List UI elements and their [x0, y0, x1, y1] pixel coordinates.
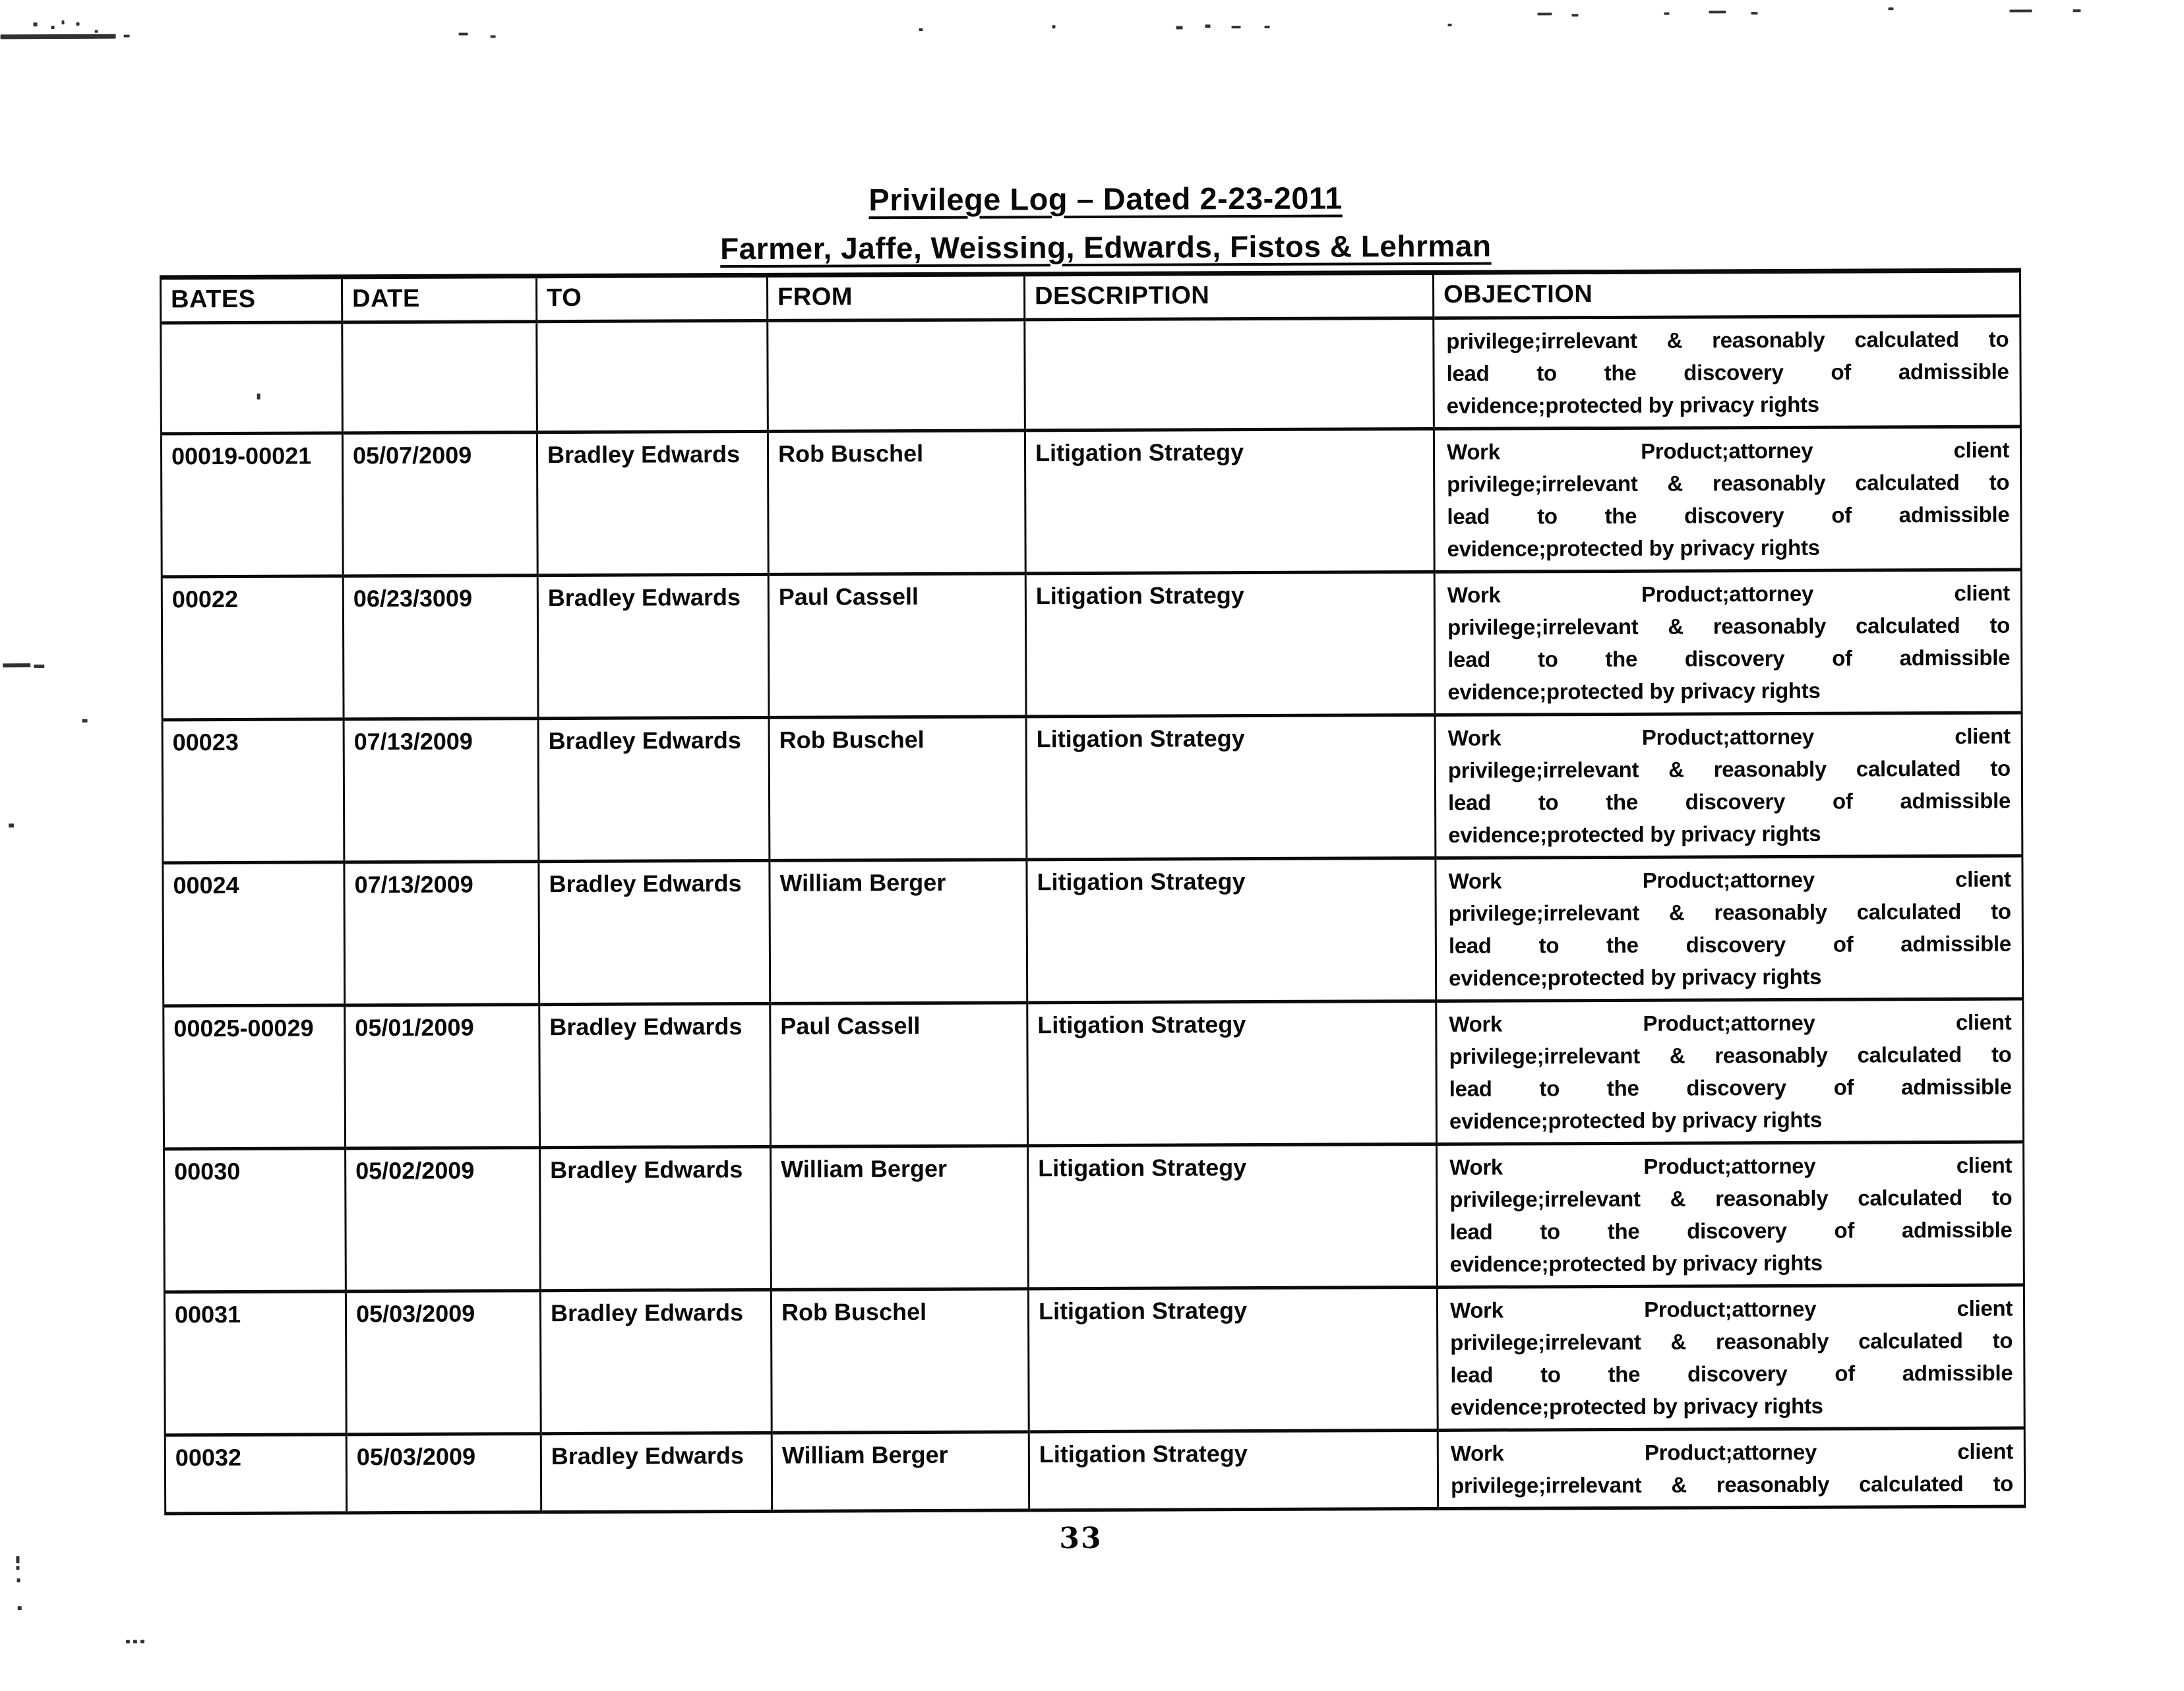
cell-from: William Berger: [770, 860, 1027, 1003]
cell-description: Litigation Strategy: [1027, 858, 1436, 1002]
scan-artifact: [124, 35, 130, 38]
cell-date: 07/13/2009: [344, 862, 539, 1005]
cell-from: William Berger: [771, 1146, 1029, 1290]
column-header-objection: OBJECTION: [1433, 270, 2020, 318]
objection-line: lead to the discovery of admissible: [1448, 931, 2011, 958]
scan-artifact: [919, 28, 923, 31]
objection-line: lead to the discovery of admissible: [1449, 1074, 2012, 1101]
scan-artifacts-layer: [0, 0, 2181, 4]
table-row: [163, 856, 2023, 1006]
objection-line: Work Product;attorney client: [1446, 437, 2010, 464]
cell-objection: [1438, 1428, 2024, 1508]
cell-date: 05/07/2009: [342, 432, 537, 576]
scan-artifact: [3, 663, 30, 667]
objection-line: Work Product;attorney client: [1448, 866, 2011, 893]
cell-objection: [1434, 316, 2021, 429]
scan-artifact: [1537, 13, 1552, 15]
cell-description: Litigation Strategy: [1025, 429, 1434, 573]
objection-line: Work Product;attorney client: [1449, 1295, 2013, 1322]
cell-to: Bradley Edwards: [537, 431, 768, 575]
scan-artifact: [95, 30, 98, 33]
cell-objection: [1437, 1142, 2024, 1287]
objection-line: lead to the discovery of admissible: [1446, 359, 2009, 386]
scan-artifact: [51, 26, 55, 29]
scan-artifact: [1205, 24, 1211, 28]
scan-artifact: [1888, 7, 1893, 10]
cell-date: [342, 322, 537, 433]
column-header-to: TO: [536, 275, 767, 321]
objection-line: Work Product;attorney client: [1447, 580, 2010, 607]
objection-line: lead to the discovery of admissible: [1450, 1360, 2013, 1387]
scan-artifact: [2009, 9, 2032, 12]
column-header-date: DATE: [342, 276, 536, 322]
scan-artifact: [1664, 13, 1669, 15]
cell-bates: 00022: [162, 576, 344, 720]
objection-line: privilege;irrelevant & reasonably calculated to: [1447, 756, 2011, 783]
objection-line: privilege;irrelevant & reasonably calculated to: [1449, 1042, 2012, 1069]
scan-artifact: [140, 1640, 144, 1644]
table-row: [162, 713, 2022, 863]
table-row: [162, 570, 2022, 720]
scan-artifact: [1232, 26, 1241, 28]
objection-line: privilege;irrelevant & reasonably calculated to: [1446, 326, 2009, 353]
cell-date: 05/03/2009: [346, 1434, 541, 1513]
privilege-log-table: [160, 268, 2026, 1516]
objection-line: lead to the discovery of admissible: [1447, 502, 2010, 529]
column-header-from: FROM: [767, 274, 1024, 320]
objection-line: evidence;protected by privacy rights: [1447, 678, 1821, 704]
cell-bates: 00024: [163, 862, 345, 1006]
cell-objection: [1435, 713, 2022, 858]
cell-bates: 00025-00029: [164, 1005, 346, 1149]
cell-from: Paul Cassell: [770, 1003, 1028, 1146]
scan-artifact: [257, 394, 260, 400]
objection-line: privilege;irrelevant & reasonably calculated to: [1450, 1471, 2014, 1498]
objection-line: evidence;protected by privacy rights: [1449, 1107, 1823, 1133]
cell-date: 05/01/2009: [345, 1005, 540, 1148]
cell-objection: [1434, 570, 2022, 715]
scan-artifact: [459, 33, 468, 36]
cell-to: Bradley Edwards: [538, 717, 770, 861]
scan-artifact: [1448, 24, 1452, 26]
scan-artifact: [2073, 9, 2080, 12]
cell-bates: 00030: [164, 1148, 346, 1292]
table-row: [164, 1285, 2024, 1435]
privilege-table-body: [161, 316, 2025, 1514]
cell-description: Litigation Strategy: [1025, 572, 1435, 716]
cell-description: Litigation Strategy: [1027, 1001, 1437, 1145]
scan-artifact: [1751, 12, 1757, 15]
document-subtitle-firm-name: Farmer, Jaffe, Weissing, Edwards, Fistos & Lehrman: [720, 228, 1492, 266]
cell-objection: [1436, 856, 2023, 1001]
table-row: [161, 316, 2021, 434]
objection-line: Work Product;attorney client: [1447, 723, 2011, 750]
cell-description: Litigation Strategy: [1026, 715, 1436, 859]
cell-objection: [1436, 999, 2024, 1144]
scan-artifact: [61, 20, 64, 24]
cell-bates: [161, 322, 343, 434]
scan-artifact: [16, 1566, 20, 1570]
scan-artifact: [1265, 26, 1270, 28]
objection-line: evidence;protected by privacy rights: [1449, 1250, 1823, 1276]
cell-from: Rob Buschel: [769, 717, 1027, 860]
cell-to: Bradley Edwards: [541, 1433, 772, 1512]
scan-artifact: [34, 22, 38, 26]
scan-artifact: [18, 1606, 22, 1610]
scan-artifact: [1709, 11, 1726, 13]
table-header-row: [160, 270, 2020, 323]
cell-date: 05/02/2009: [346, 1148, 541, 1291]
cell-from: Rob Buschel: [768, 430, 1025, 574]
cell-from: William Berger: [772, 1432, 1029, 1511]
objection-line: evidence;protected by privacy rights: [1447, 535, 1820, 561]
objection-line: lead to the discovery of admissible: [1447, 645, 2011, 672]
cell-bates: 00032: [165, 1435, 346, 1514]
objection-line: privilege;irrelevant & reasonably calculated to: [1449, 1185, 2013, 1212]
cell-from: [768, 320, 1025, 431]
document-title: Privilege Log – Dated 2-23-2011: [868, 180, 1343, 218]
objection-line: lead to the discovery of admissible: [1447, 788, 2011, 815]
objection-line: lead to the discovery of admissible: [1449, 1217, 2013, 1244]
cell-description: Litigation Strategy: [1029, 1430, 1438, 1510]
scan-artifact: [9, 823, 14, 827]
cell-description: Litigation Strategy: [1028, 1144, 1438, 1288]
cell-from: Rob Buschel: [771, 1289, 1029, 1433]
objection-line: privilege;irrelevant & reasonably calculated to: [1447, 612, 2011, 639]
scan-artifact: [133, 1640, 137, 1644]
objection-line: evidence;protected by privacy rights: [1448, 821, 1821, 847]
cell-to: Bradley Edwards: [540, 1146, 772, 1290]
objection-line: Work Product;attorney client: [1449, 1009, 2012, 1036]
page-number: 33: [1059, 1521, 1103, 1556]
objection-line: privilege;irrelevant & reasonably calculated to: [1448, 899, 2011, 926]
objection-line: evidence;protected by privacy rights: [1446, 392, 1819, 418]
scan-artifact: [1571, 14, 1578, 16]
scan-artifact: [17, 1578, 20, 1582]
column-header-bates: BATES: [160, 277, 342, 323]
table-row: [165, 1428, 2024, 1514]
objection-line: Work Product;attorney client: [1449, 1152, 2013, 1179]
cell-to: Bradley Edwards: [539, 860, 770, 1004]
table-row: [164, 1142, 2024, 1292]
objection-line: Work Product;attorney client: [1450, 1439, 2013, 1466]
objection-line: privilege;irrelevant & reasonably calculated to: [1450, 1328, 2013, 1355]
scan-artifact: [16, 1556, 19, 1563]
cell-bates: 00023: [162, 719, 344, 863]
cell-bates: 00031: [164, 1291, 346, 1435]
cell-to: Bradley Edwards: [540, 1290, 772, 1433]
cell-date: 05/03/2009: [346, 1291, 541, 1435]
scan-artifact: [82, 719, 88, 723]
cell-date: 06/23/3009: [343, 576, 538, 719]
cell-objection: [1437, 1285, 2024, 1430]
cell-description: [1025, 318, 1434, 430]
scan-artifact: [126, 1640, 130, 1644]
table-row: [161, 427, 2021, 577]
table-row: [164, 999, 2024, 1149]
scan-artifact: [491, 35, 496, 38]
cell-bates: 00019-00021: [161, 433, 343, 577]
scan-artifact: [34, 665, 44, 668]
objection-line: evidence;protected by privacy rights: [1449, 964, 1822, 990]
objection-line: evidence;protected by privacy rights: [1450, 1393, 1823, 1419]
scan-artifact: [1, 34, 116, 40]
column-header-description: DESCRIPTION: [1024, 272, 1433, 319]
cell-objection: [1434, 427, 2021, 572]
cell-to: Bradley Edwards: [537, 574, 769, 718]
cell-from: Paul Cassell: [768, 574, 1026, 717]
objection-line: privilege;irrelevant & reasonably calculated to: [1447, 469, 2010, 496]
cell-to: Bradley Edwards: [539, 1003, 771, 1147]
cell-to: [537, 320, 768, 432]
scan-artifact: [1176, 26, 1183, 29]
scan-artifact: [76, 22, 80, 26]
cell-description: Litigation Strategy: [1028, 1287, 1438, 1431]
scan-artifact: [1052, 25, 1056, 28]
cell-date: 07/13/2009: [344, 719, 539, 862]
